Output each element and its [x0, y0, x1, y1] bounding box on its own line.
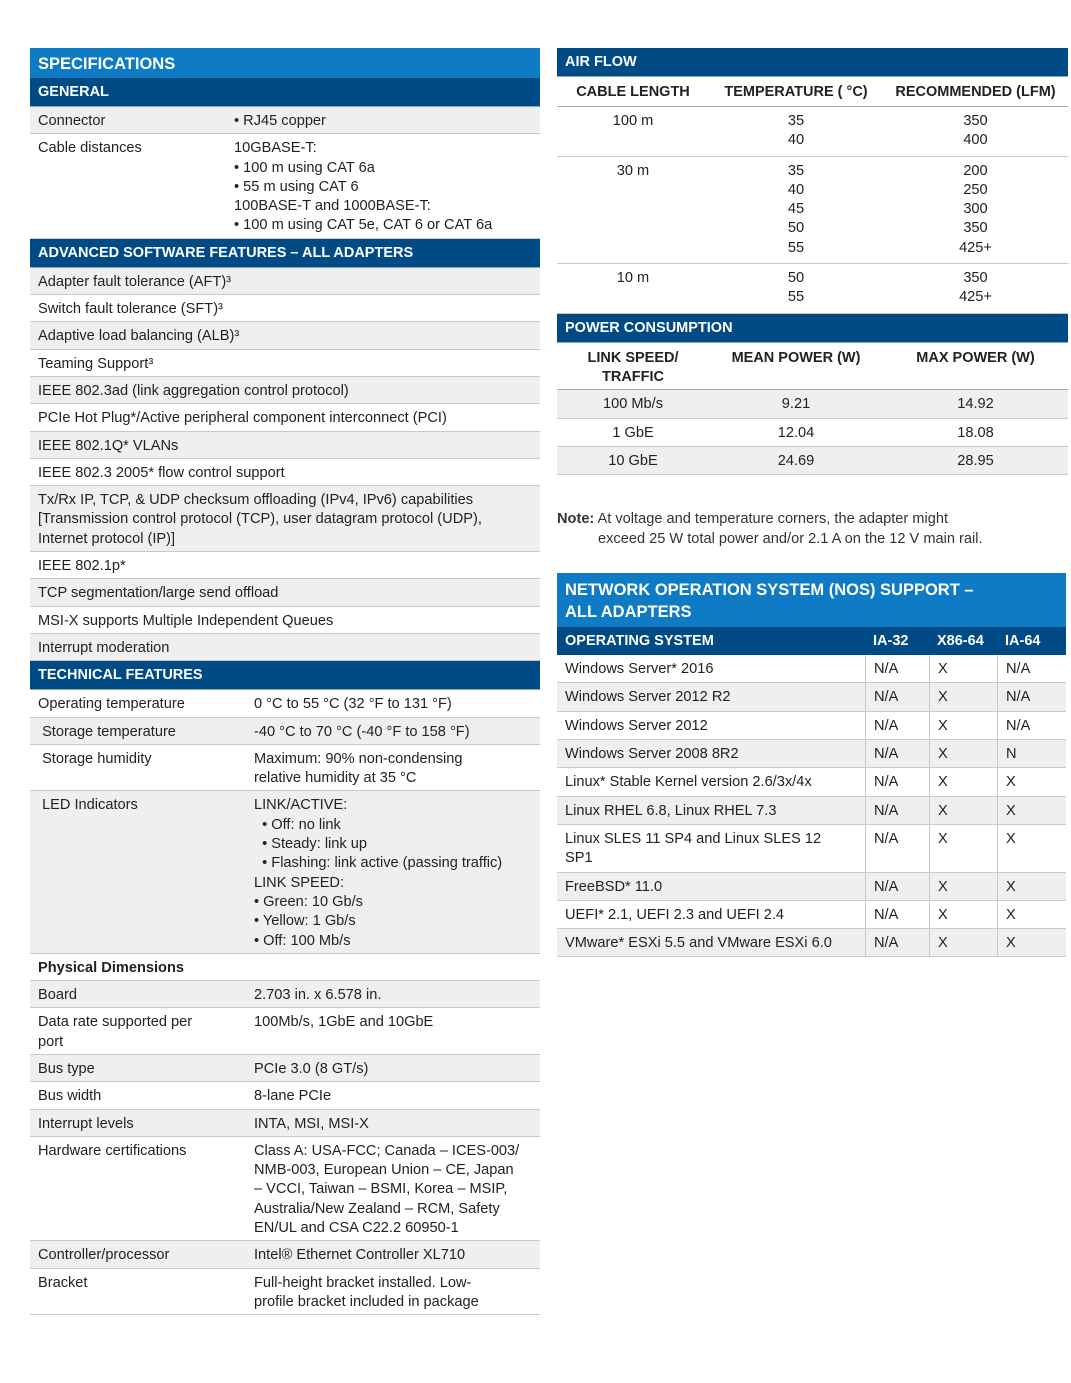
table-row — [30, 1082, 540, 1109]
table-row — [30, 107, 540, 134]
table-row — [557, 873, 1066, 901]
os-name-cell: Windows Server 2012 R2 — [565, 689, 731, 706]
table-row — [30, 552, 540, 579]
power-table — [557, 390, 1068, 475]
ia64-cell: N/A — [997, 683, 1065, 710]
os-name-cell: Windows Server 2012 — [565, 717, 708, 734]
feature-label: PCIe Hot Plug*/Active peripheral component interconnect (PCI) — [38, 410, 447, 427]
ia64-cell: N/A — [997, 712, 1065, 739]
spec-value: • RJ45 copper — [234, 113, 326, 129]
technical-features-table — [30, 690, 540, 1315]
feature-label: IEEE 802.3ad (link aggregation control protocol) — [38, 382, 349, 399]
table-row — [557, 712, 1066, 740]
os-name-cell: UEFI* 2.1, UEFI 2.3 and UEFI 2.4 — [565, 906, 784, 923]
x86-64-cell: X — [929, 683, 997, 710]
x86-64-cell: X — [929, 873, 997, 900]
table-row — [30, 634, 540, 661]
ia32-cell: N/A — [865, 683, 929, 710]
spec-label: Bracket — [38, 1274, 88, 1291]
spec-value: Maximum: 90% non-condensing relative humidity at 35 °C — [254, 750, 463, 787]
note-line2: exceed 25 W total power and/or 2.1 A on the 12 V main rail. — [598, 531, 983, 548]
table-row — [30, 350, 540, 377]
table-row — [30, 295, 540, 322]
feature-label: IEEE 802.1Q* VLANs — [38, 437, 179, 454]
table-row — [30, 981, 540, 1008]
feature-label: MSI-X supports Multiple Independent Queues — [38, 612, 334, 629]
table-row — [30, 486, 540, 552]
feature-label: IEEE 802.1p* — [38, 558, 126, 575]
table-row — [557, 107, 1068, 157]
table-row — [30, 134, 540, 238]
ia32-cell: N/A — [865, 712, 929, 739]
spec-label: Bus width — [38, 1088, 102, 1105]
spec-label: Interrupt levels — [38, 1115, 134, 1132]
table-row — [30, 690, 540, 717]
specifications-column — [30, 48, 540, 1315]
table-row — [30, 1137, 540, 1241]
ia64-cell: X — [997, 901, 1065, 928]
x86-64-cell: X — [929, 712, 997, 739]
general-table — [30, 107, 540, 239]
table-row — [557, 768, 1066, 796]
ia64-cell: X — [997, 873, 1065, 900]
nos-col-ia32: IA-32 — [873, 633, 909, 650]
table-row — [30, 579, 540, 606]
power-col-max: MAX POWER (W) — [916, 349, 1035, 366]
spec-label: Physical Dimensions — [38, 959, 184, 976]
nos-section — [557, 573, 1066, 957]
mean-power-cell: 9.21 — [781, 396, 811, 413]
max-power-cell: 18.08 — [957, 424, 994, 441]
spec-value: INTA, MSI, MSI-X — [254, 1115, 369, 1132]
os-name-cell: Windows Server 2008 8R2 — [565, 746, 739, 763]
feature-label: TCP segmentation/large send offload — [38, 585, 279, 602]
feature-label: Adaptive load balancing (ALB)³ — [38, 328, 240, 345]
ia32-cell: N/A — [865, 825, 929, 872]
ia32-cell: N/A — [865, 873, 929, 900]
table-row — [30, 954, 540, 981]
ia64-cell: N/A — [997, 655, 1065, 682]
table-row — [30, 745, 540, 792]
spec-label: Operating temperature — [38, 696, 185, 713]
spec-value: PCIe 3.0 (8 GT/s) — [254, 1060, 369, 1077]
spec-value: Full-height bracket installed. Low- profile bracket included in package — [254, 1274, 479, 1310]
x86-64-cell: X — [929, 655, 997, 682]
power-col-link-speed: LINK SPEED/ TRAFFIC — [587, 349, 679, 385]
spec-value: Intel® Ethernet Controller XL710 — [254, 1247, 466, 1264]
nos-column-headers — [557, 627, 1066, 655]
table-row — [30, 377, 540, 404]
airflow-col-temperature: TEMPERATURE ( °C) — [724, 84, 868, 100]
cable-length-cell: 10 m — [616, 270, 650, 287]
table-row — [557, 683, 1066, 711]
cable-length-cell: 30 m — [616, 162, 650, 179]
spec-value: 0 °C to 55 °C (32 °F to 131 °F) — [254, 696, 452, 713]
spec-value: 2.703 in. x 6.578 in. — [254, 987, 382, 1004]
table-row — [30, 718, 540, 745]
table-row — [30, 1008, 540, 1055]
right-column — [557, 48, 1068, 957]
os-name-cell: Linux* Stable Kernel version 2.6/3x/4x — [565, 774, 812, 791]
cable-length-cell: 100 m — [612, 113, 654, 129]
spec-value: 10GBASE-T: • 100 m using CAT 6a • 55 m using CAT 6 100BASE-T and 1000BASE-T: • 100 m using CAT 5e, CAT 6 or CAT 6a — [234, 140, 493, 234]
feature-label: Interrupt moderation — [38, 639, 170, 656]
x86-64-cell: X — [929, 825, 997, 872]
note-label: Note: — [557, 511, 595, 528]
feature-label: IEEE 802.3 2005* flow control support — [38, 464, 285, 481]
table-row — [30, 404, 540, 431]
table-row — [30, 1055, 540, 1082]
spec-value: -40 °C to 70 °C (-40 °F to 158 °F) — [254, 723, 470, 740]
temperature-cell: 35 40 — [787, 113, 805, 149]
link-speed-cell: 1 GbE — [612, 424, 654, 441]
feature-label: Adapter fault tolerance (AFT)³ — [38, 273, 232, 290]
specifications-title: SPECIFICATIONS — [30, 48, 540, 78]
ia64-cell: X — [997, 825, 1065, 872]
recommended-cell: 350 400 — [963, 113, 988, 149]
table-row — [557, 655, 1066, 683]
software-features-table — [30, 268, 540, 661]
spec-label: Hardware certifications — [38, 1142, 187, 1159]
table-row — [557, 390, 1068, 418]
table-row — [557, 740, 1066, 768]
feature-label: Teaming Support³ — [38, 355, 154, 372]
temperature-cell: 50 55 — [787, 270, 805, 306]
table-row — [30, 1241, 540, 1268]
table-row — [30, 791, 540, 953]
recommended-cell: 200 250 300 350 425+ — [959, 162, 992, 256]
table-row — [30, 432, 540, 459]
ia32-cell: N/A — [865, 768, 929, 795]
feature-label: Switch fault tolerance (SFT)³ — [38, 301, 223, 318]
power-consumption-header: POWER CONSUMPTION — [557, 314, 1068, 343]
nos-col-x86-64: X86-64 — [937, 633, 984, 650]
max-power-cell: 28.95 — [957, 452, 994, 469]
software-features-header: ADVANCED SOFTWARE FEATURES – ALL ADAPTERS — [30, 239, 540, 268]
max-power-cell: 14.92 — [957, 396, 994, 413]
spec-value: 100Mb/s, 1GbE and 10GbE — [254, 1014, 434, 1031]
nos-title: NETWORK OPERATION SYSTEM (NOS) SUPPORT – ALL ADAPTERS — [557, 573, 1066, 627]
spec-value: 8-lane PCIe — [254, 1088, 332, 1105]
power-column-headers — [557, 343, 1068, 391]
table-row — [30, 268, 540, 295]
power-col-mean: MEAN POWER (W) — [731, 349, 861, 366]
table-row — [557, 825, 1066, 873]
x86-64-cell: X — [929, 768, 997, 795]
spec-label: Storage temperature — [38, 723, 176, 740]
table-row — [557, 157, 1068, 264]
x86-64-cell: X — [929, 929, 997, 956]
ia64-cell: N — [997, 740, 1065, 767]
spec-label: Data rate supported per port — [38, 1014, 193, 1050]
table-row — [557, 264, 1068, 314]
os-name-cell: Linux RHEL 6.8, Linux RHEL 7.3 — [565, 802, 777, 819]
ia32-cell: N/A — [865, 740, 929, 767]
ia32-cell: N/A — [865, 797, 929, 824]
os-name-cell: FreeBSD* 11.0 — [565, 878, 663, 895]
table-row — [557, 797, 1066, 825]
ia64-cell: X — [997, 768, 1065, 795]
table-row — [30, 1110, 540, 1137]
link-speed-cell: 10 GbE — [608, 452, 658, 469]
nos-table — [557, 655, 1066, 957]
spec-value — [254, 959, 532, 978]
spec-label: Cable distances — [38, 140, 142, 157]
mean-power-cell: 24.69 — [777, 452, 815, 469]
ia64-cell: X — [997, 797, 1065, 824]
spec-label: Board — [38, 987, 77, 1004]
spec-value: LINK/ACTIVE: • Off: no link • Steady: link up • Flashing: link active (passing traffic) LINK SPEED: • Green: 10 Gb/s • Yellow: 1 Gb/s • Off: 100 Mb/s — [254, 797, 503, 949]
x86-64-cell: X — [929, 740, 997, 767]
airflow-column-headers — [557, 77, 1068, 107]
airflow-col-cable-length: CABLE LENGTH — [576, 84, 690, 100]
table-row — [557, 447, 1068, 475]
temperature-cell: 35 40 45 50 55 — [787, 162, 805, 256]
os-name-cell: Linux SLES 11 SP4 and Linux SLES 12 SP1 — [565, 830, 822, 867]
ia64-cell: X — [997, 929, 1065, 956]
x86-64-cell: X — [929, 901, 997, 928]
airflow-header: AIR FLOW — [557, 48, 1068, 77]
ia32-cell: N/A — [865, 901, 929, 928]
link-speed-cell: 100 Mb/s — [602, 396, 664, 413]
table-row — [30, 607, 540, 634]
nos-col-os: OPERATING SYSTEM — [565, 633, 714, 650]
nos-col-ia64: IA-64 — [1005, 633, 1041, 650]
spec-label: Bus type — [38, 1060, 95, 1077]
power-note — [557, 509, 1068, 549]
ia32-cell: N/A — [865, 929, 929, 956]
table-row — [30, 322, 540, 349]
table-row — [557, 929, 1066, 957]
table-row — [557, 419, 1068, 447]
os-name-cell: VMware* ESXi 5.5 and VMware ESXi 6.0 — [565, 935, 832, 952]
recommended-cell: 350 425+ — [959, 270, 992, 306]
spec-label: Storage humidity — [38, 750, 152, 767]
os-name-cell: Windows Server* 2016 — [565, 661, 714, 678]
table-row — [30, 1269, 540, 1316]
airflow-table — [557, 107, 1068, 314]
note-line1: At voltage and temperature corners, the adapter might — [594, 511, 948, 528]
feature-label: Tx/Rx IP, TCP, & UDP checksum offloading (IPv4, IPv6) capabilities [Transmission control protocol (TCP), user datagram protocol (UDP), Internet protocol (IP)] — [38, 492, 482, 547]
general-header: GENERAL — [30, 78, 540, 107]
spec-label: LED Indicators — [38, 797, 138, 814]
technical-features-header: TECHNICAL FEATURES — [30, 661, 540, 690]
table-row — [557, 901, 1066, 929]
x86-64-cell: X — [929, 797, 997, 824]
mean-power-cell: 12.04 — [777, 424, 815, 441]
airflow-col-recommended: RECOMMENDED (LFM) — [895, 84, 1056, 100]
table-row — [30, 459, 540, 486]
ia32-cell: N/A — [865, 655, 929, 682]
spec-label: Controller/processor — [38, 1247, 170, 1264]
spec-label: Connector — [38, 113, 106, 129]
spec-value: Class A: USA-FCC; Canada – ICES-003/ NMB-003, European Union – CE, Japan – VCCI, Taiwan – BSMI, Korea – MSIP, Australia/New Zealand – RCM, Safety EN/UL and CSA C22.2 60950-1 — [254, 1142, 520, 1237]
